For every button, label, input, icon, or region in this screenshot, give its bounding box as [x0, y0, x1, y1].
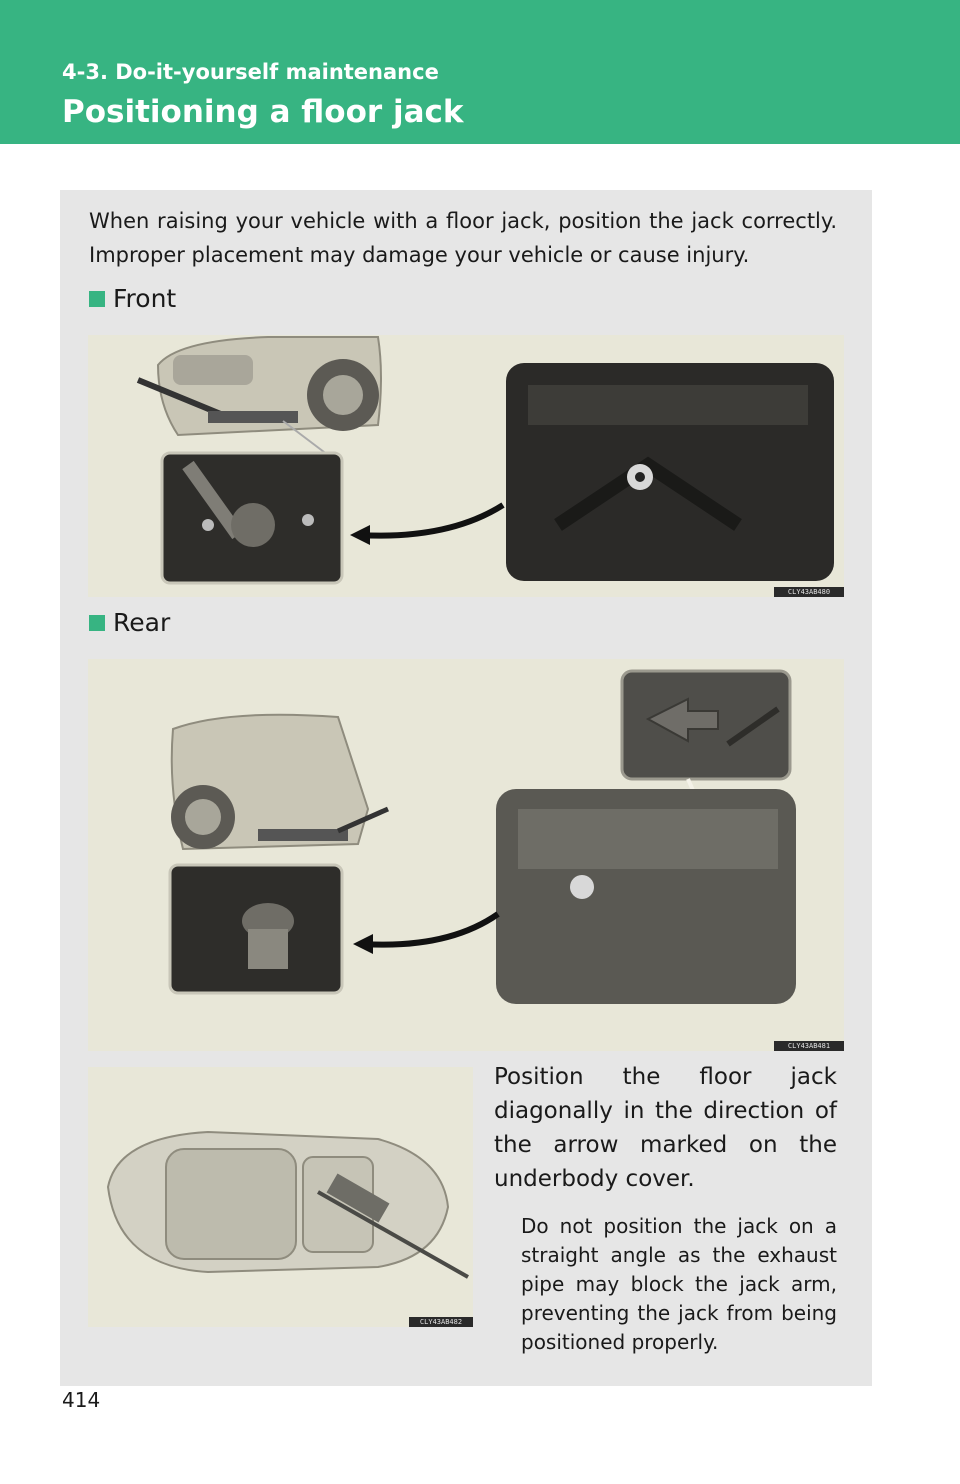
intro-text: When raising your vehicle with a floor jack, position the jack correctly. Improper placement may damage your vehicle or cause injury. [89, 209, 837, 267]
header-band [0, 0, 960, 144]
square-bullet-icon [89, 291, 105, 307]
square-bullet-icon [89, 615, 105, 631]
page-title: Positioning a floor jack [62, 94, 464, 130]
diagonal-jack-figure [88, 1067, 473, 1327]
rear-jack-figure [88, 659, 844, 1051]
diagonal-figure-code: CLY43AB482 [409, 1317, 473, 1327]
front-jack-figure [88, 335, 844, 597]
front-heading [89, 284, 176, 313]
front-figure-code: CLY43AB480 [774, 587, 844, 597]
front-heading-label: Front [113, 284, 177, 313]
diagonal-note-text: Do not position the jack on a straight angle as the exhaust pipe may block the jack arm, preventing the jack from being positioned properly. [521, 1214, 837, 1354]
rear-heading-label: Rear [113, 608, 171, 637]
rear-figure-code: CLY43AB481 [774, 1041, 844, 1051]
page-number: 414 [62, 1388, 101, 1412]
section-label: 4-3. Do-it-yourself maintenance [62, 60, 439, 84]
rear-heading [89, 608, 170, 637]
diagonal-instruction-text: Position the floor jack diagonally in the direction of the arrow marked on the underbody cover. [494, 1064, 837, 1192]
